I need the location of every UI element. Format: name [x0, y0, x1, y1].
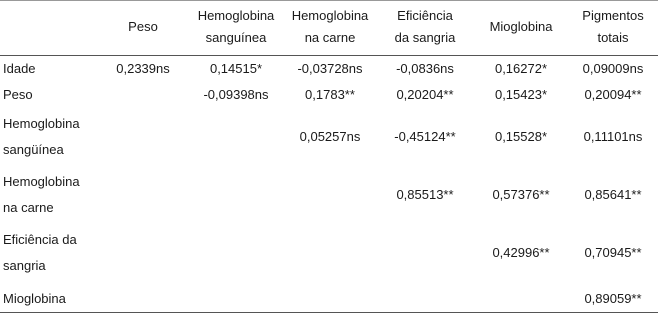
- table-cell: [98, 224, 188, 282]
- table-cell: [188, 108, 284, 166]
- row-label: Idade: [3, 60, 36, 76]
- table-cell: 0,11101ns: [583, 129, 643, 144]
- row-label: Hemoglobina sangüínea: [3, 115, 80, 157]
- table-cell: 0,15528*: [494, 129, 548, 144]
- table-cell: 0,42996**: [492, 245, 550, 260]
- table-cell: [98, 108, 188, 166]
- table-row-peso: [0, 82, 658, 108]
- table-cell: -0,09398ns: [203, 87, 269, 102]
- table-cell: 0,2339ns: [116, 61, 170, 76]
- table-cell: [376, 224, 474, 282]
- table-cell: [98, 82, 188, 108]
- table-cell: [98, 282, 188, 313]
- column-header-hemoglobina-na-carne: Hemoglobina na carne: [291, 8, 369, 46]
- row-label: Hemoglobina na carne: [3, 173, 80, 215]
- table-cell: 0,14515*: [209, 61, 263, 76]
- table-cell: -0,45124**: [394, 129, 456, 144]
- column-header-hemoglobina-sanguinea: Hemoglobina sanguínea: [197, 8, 275, 46]
- table-row-idade: [0, 55, 658, 82]
- table-row-eficiencia-da-sangria: [0, 224, 658, 282]
- table-cell: 0,20204**: [396, 87, 454, 102]
- column-header-pigmentos-totais: Pigmentos totais: [582, 8, 644, 46]
- column-header-peso: Peso: [128, 19, 158, 35]
- row-label: Mioglobina: [3, 290, 66, 306]
- row-label: Peso: [3, 86, 33, 102]
- table-cell: 0,85641**: [584, 187, 642, 202]
- table-cell: [474, 282, 568, 313]
- table-row-hemoglobina-sanguinea: [0, 108, 658, 166]
- table-cell: 0,85513**: [396, 187, 454, 202]
- table-cell: [188, 224, 284, 282]
- table-cell: 0,57376**: [492, 187, 550, 202]
- column-header-eficiencia-da-sangria: Eficiência da sangria: [394, 8, 456, 46]
- column-header-mioglobina: Mioglobina: [489, 19, 553, 35]
- table-cell: [188, 282, 284, 313]
- row-label: Eficiência da sangria: [3, 231, 77, 273]
- table-cell: 0,05257ns: [299, 129, 361, 144]
- table-cell: -0,03728ns: [297, 61, 363, 76]
- table-cell: [284, 282, 376, 313]
- table-cell: 0,89059**: [584, 291, 642, 306]
- table-cell: [376, 282, 474, 313]
- table-cell: [98, 166, 188, 224]
- table-cell: [188, 166, 284, 224]
- table-cell: 0,09009ns: [582, 61, 644, 76]
- table-cell: 0,15423*: [494, 87, 548, 102]
- header-row: [0, 0, 658, 55]
- table-cell: 0,16272*: [494, 61, 548, 76]
- table-cell: [284, 166, 376, 224]
- table-cell: 0,20094**: [584, 87, 642, 102]
- table-cell: -0,0836ns: [396, 61, 454, 76]
- corner-cell: [0, 0, 98, 55]
- table-cell: [284, 224, 376, 282]
- table-row-mioglobina: [0, 282, 658, 313]
- table-cell: 0,70945**: [584, 245, 642, 260]
- table-row-hemoglobina-na-carne: [0, 166, 658, 224]
- table-cell: 0,1783**: [305, 87, 355, 102]
